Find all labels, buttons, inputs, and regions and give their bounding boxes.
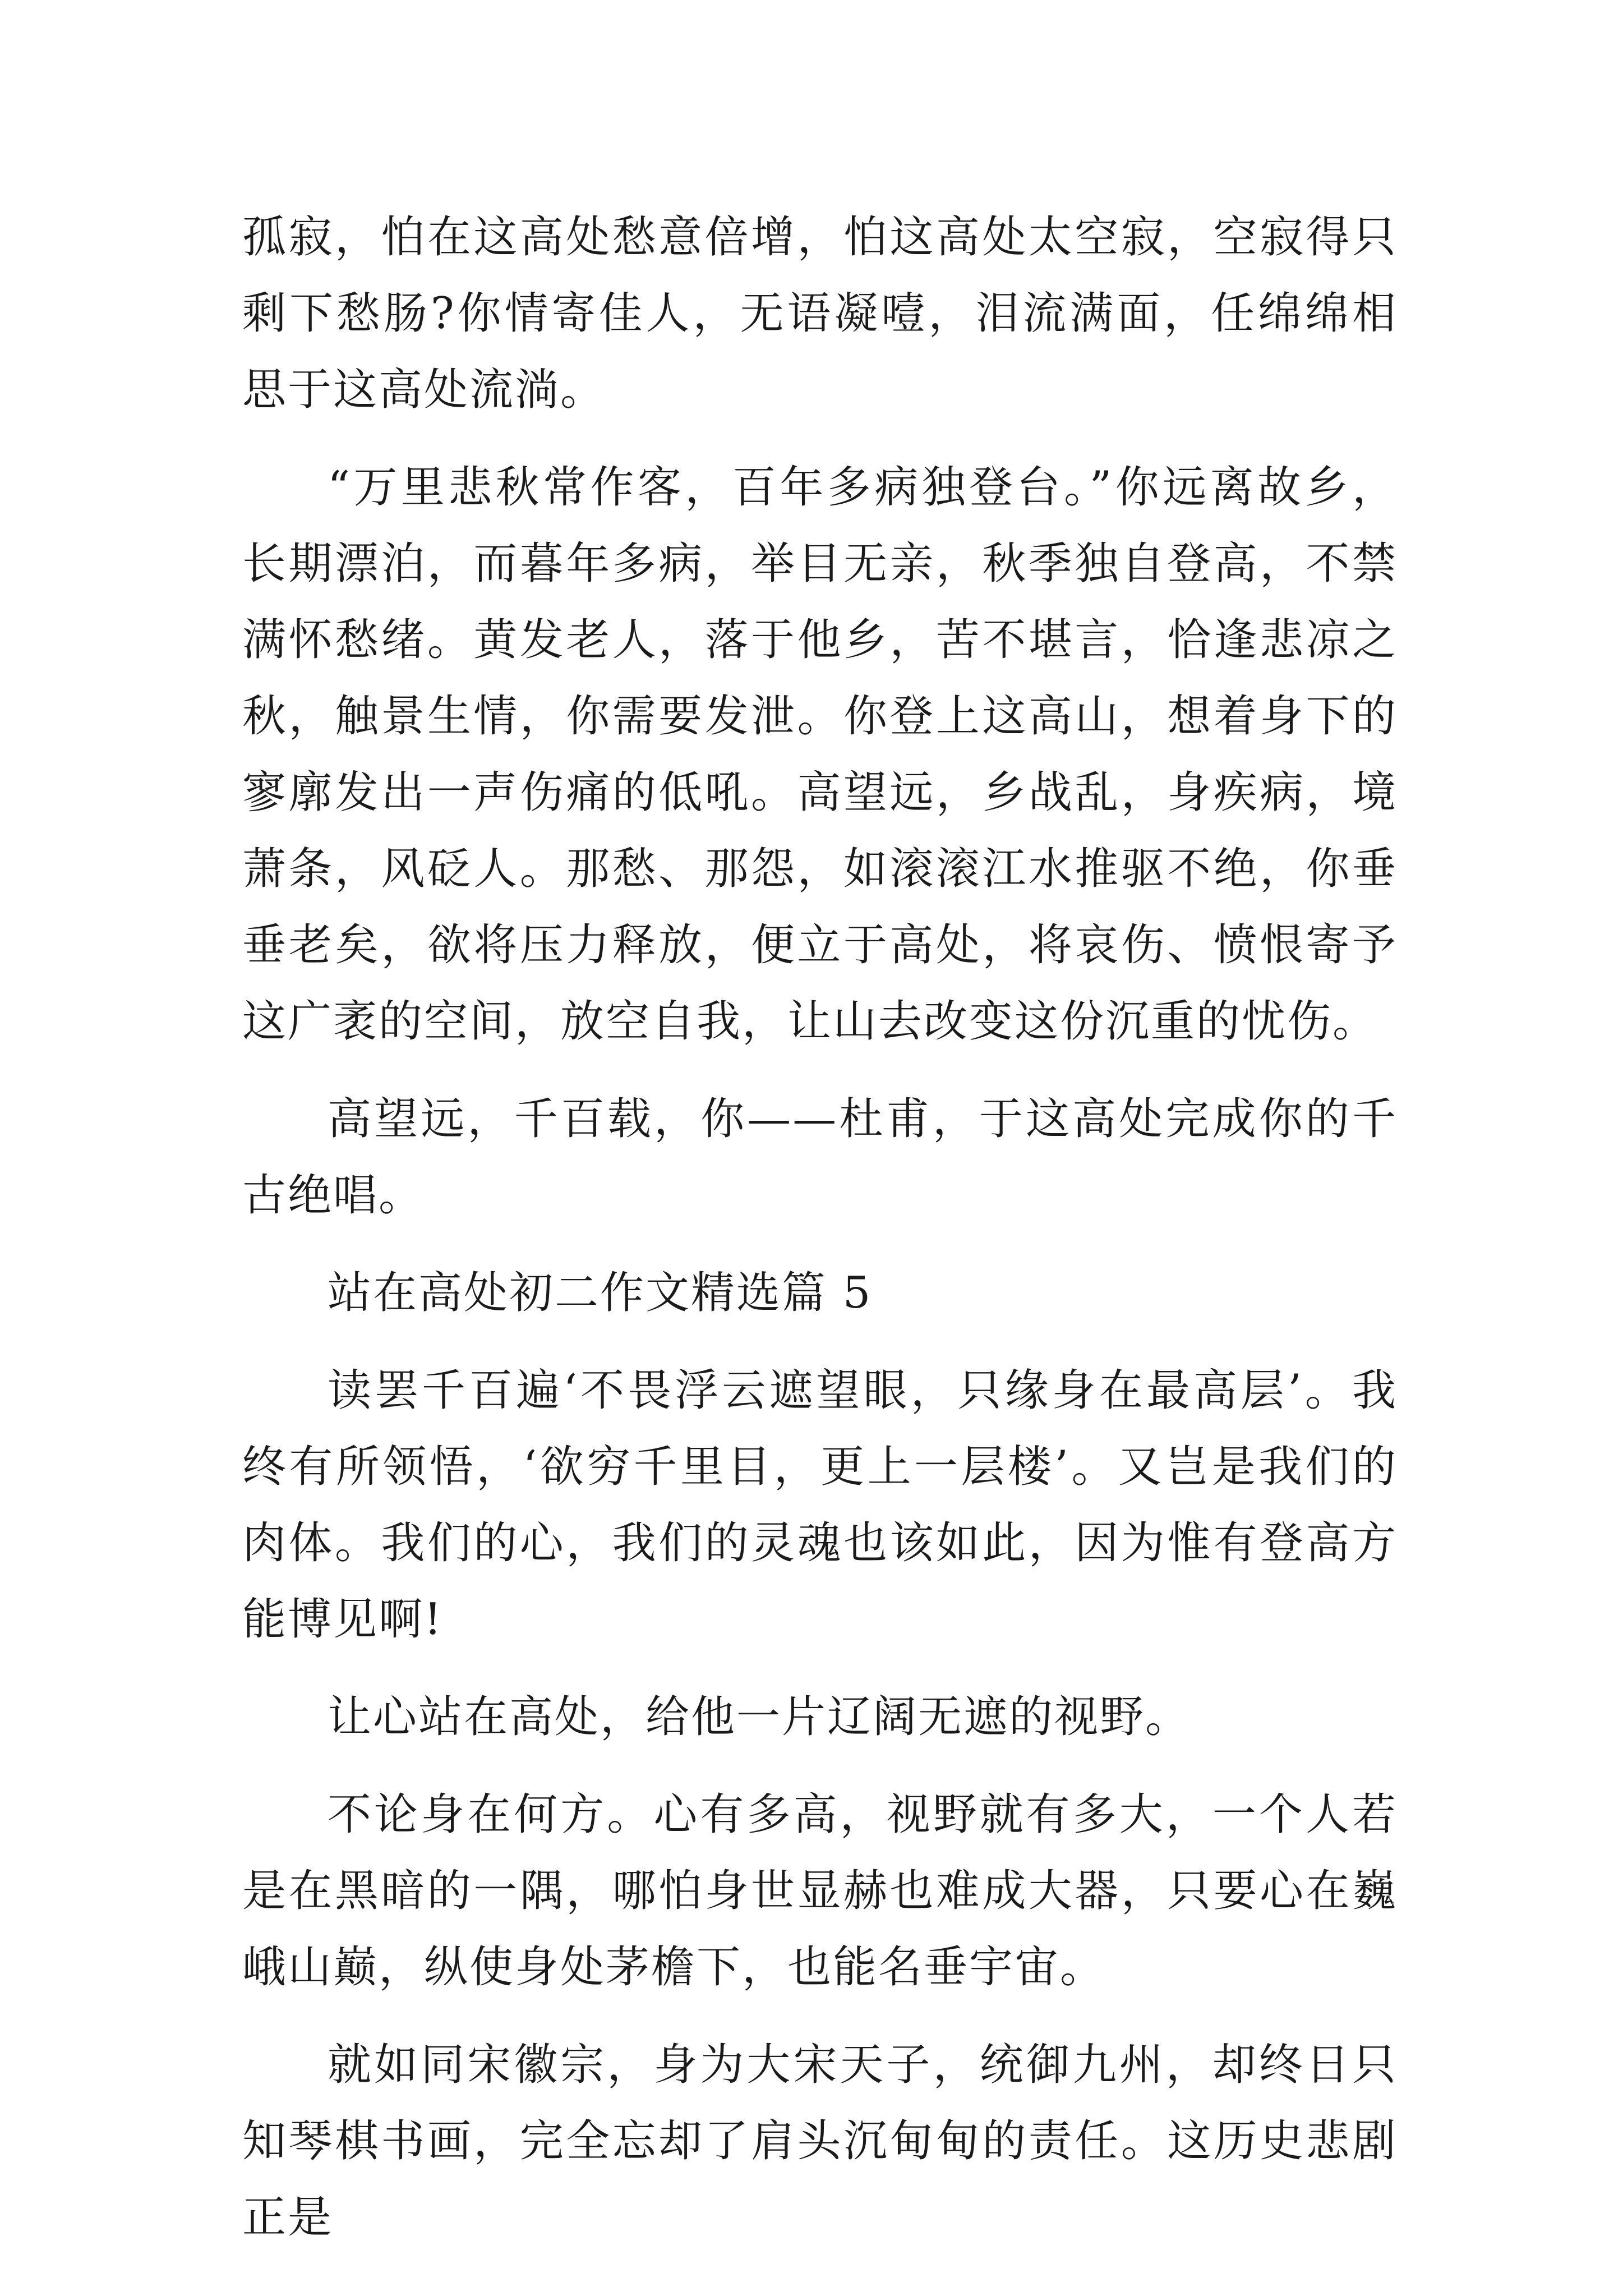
- paragraph-1: 孤寂，怕在这高处愁意倍增，怕这高处太空寂，空寂得只剩下愁肠?你情寄佳人，无语凝噎，泪流满面，任绵绵相思于这高处流淌。: [242, 212, 1398, 415]
- essay-body: [242, 199, 1398, 2277]
- paragraph-3: 高望远，千百载，你——杜甫，于这高处完成你的千古绝唱。: [242, 1094, 1398, 1221]
- paragraph-2: “万里悲秋常作客，百年多病独登台。”你远离故乡，长期漂泊，而暮年多病，举目无亲，秋季独自登高，不禁满怀愁绪。黄发老人，落于他乡，苦不堪言，恰逢悲凉之秋，触景生情，你需要发泄。你登上这高山，想着身下的寥廓发出一声伤痛的低吼。高望远，乡战乱，身疾病，境萧条，风砭人。那愁、那怨，如滚滚江水推驱不绝，你垂垂老矣，欲将压力释放，便立于高处，将哀伤、愤恨寄予这广袤的空间，放空自我，让山去改变这份沉重的忧伤。: [242, 462, 1398, 1047]
- section-heading: 站在高处初二作文精选篇 5: [328, 1268, 873, 1318]
- paragraph-4: 读罢千百遍‘不畏浮云遮望眼，只缘身在最高层’。我终有所领悟，‘欲穷千里目，更上一层楼’。又岂是我们的肉体。我们的心，我们的灵魂也该如此，因为惟有登高方能博见啊!: [242, 1365, 1398, 1645]
- paragraph-5: 让心站在高处，给他一片辽阔无遮的视野。: [328, 1692, 1191, 1742]
- paragraph-7: 就如同宋徽宗，身为大宋天子，统御九州，却终日只知琴棋书画，完全忘却了肩头沉甸甸的责任。这历史悲剧正是: [242, 2040, 1398, 2243]
- paragraph-6: 不论身在何方。心有多高，视野就有多大，一个人若是在黑暗的一隅，哪怕身世显赫也难成大器，只要心在巍峨山巅，纵使身处茅檐下，也能名垂宇宙。: [242, 1789, 1398, 1993]
